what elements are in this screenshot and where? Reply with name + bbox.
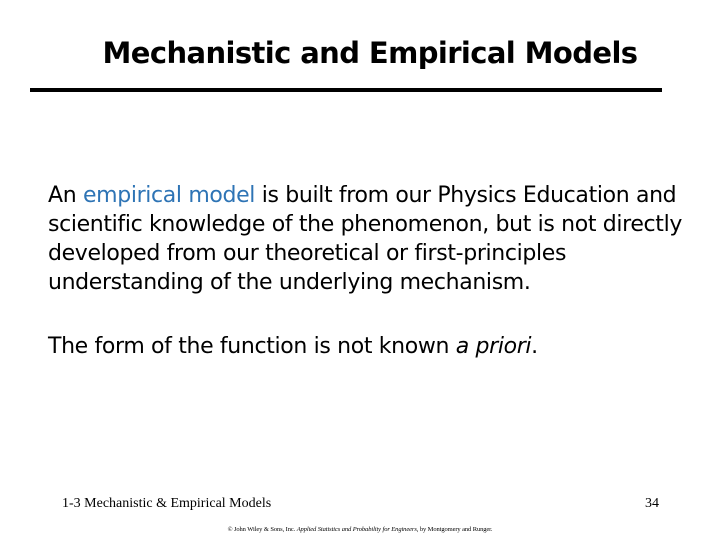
slide-title: Mechanistic and Empirical Models [102,36,638,70]
page-number: 34 [645,496,659,511]
copyright-prefix: © John Wiley & Sons, Inc. [227,526,297,533]
paragraph-function-form [48,332,708,361]
a-priori-term: a priori [455,334,532,359]
paragraph2-prefix: The form of the function is not known [48,334,456,359]
copyright-suffix: , by Montgomery and Runger. [416,526,493,533]
copyright-notice [0,526,720,533]
copyright-book-title: Applied Statistics and Probability for Engineers [296,526,417,533]
paragraph-prefix: An [48,183,83,208]
title-divider [30,88,662,92]
paragraph2-suffix: . [531,334,538,359]
paragraph-body: is built from our Physics Education and scientific knowledge of the phenomenon, but is not directly developed from our theoretical or first-principles understanding of the underlying mechanism. [48,183,683,295]
footer-section-label: 1-3 Mechanistic & Empirical Models [62,496,272,511]
paragraph-empirical-model [48,181,708,297]
empirical-model-term: empirical model [82,183,256,208]
